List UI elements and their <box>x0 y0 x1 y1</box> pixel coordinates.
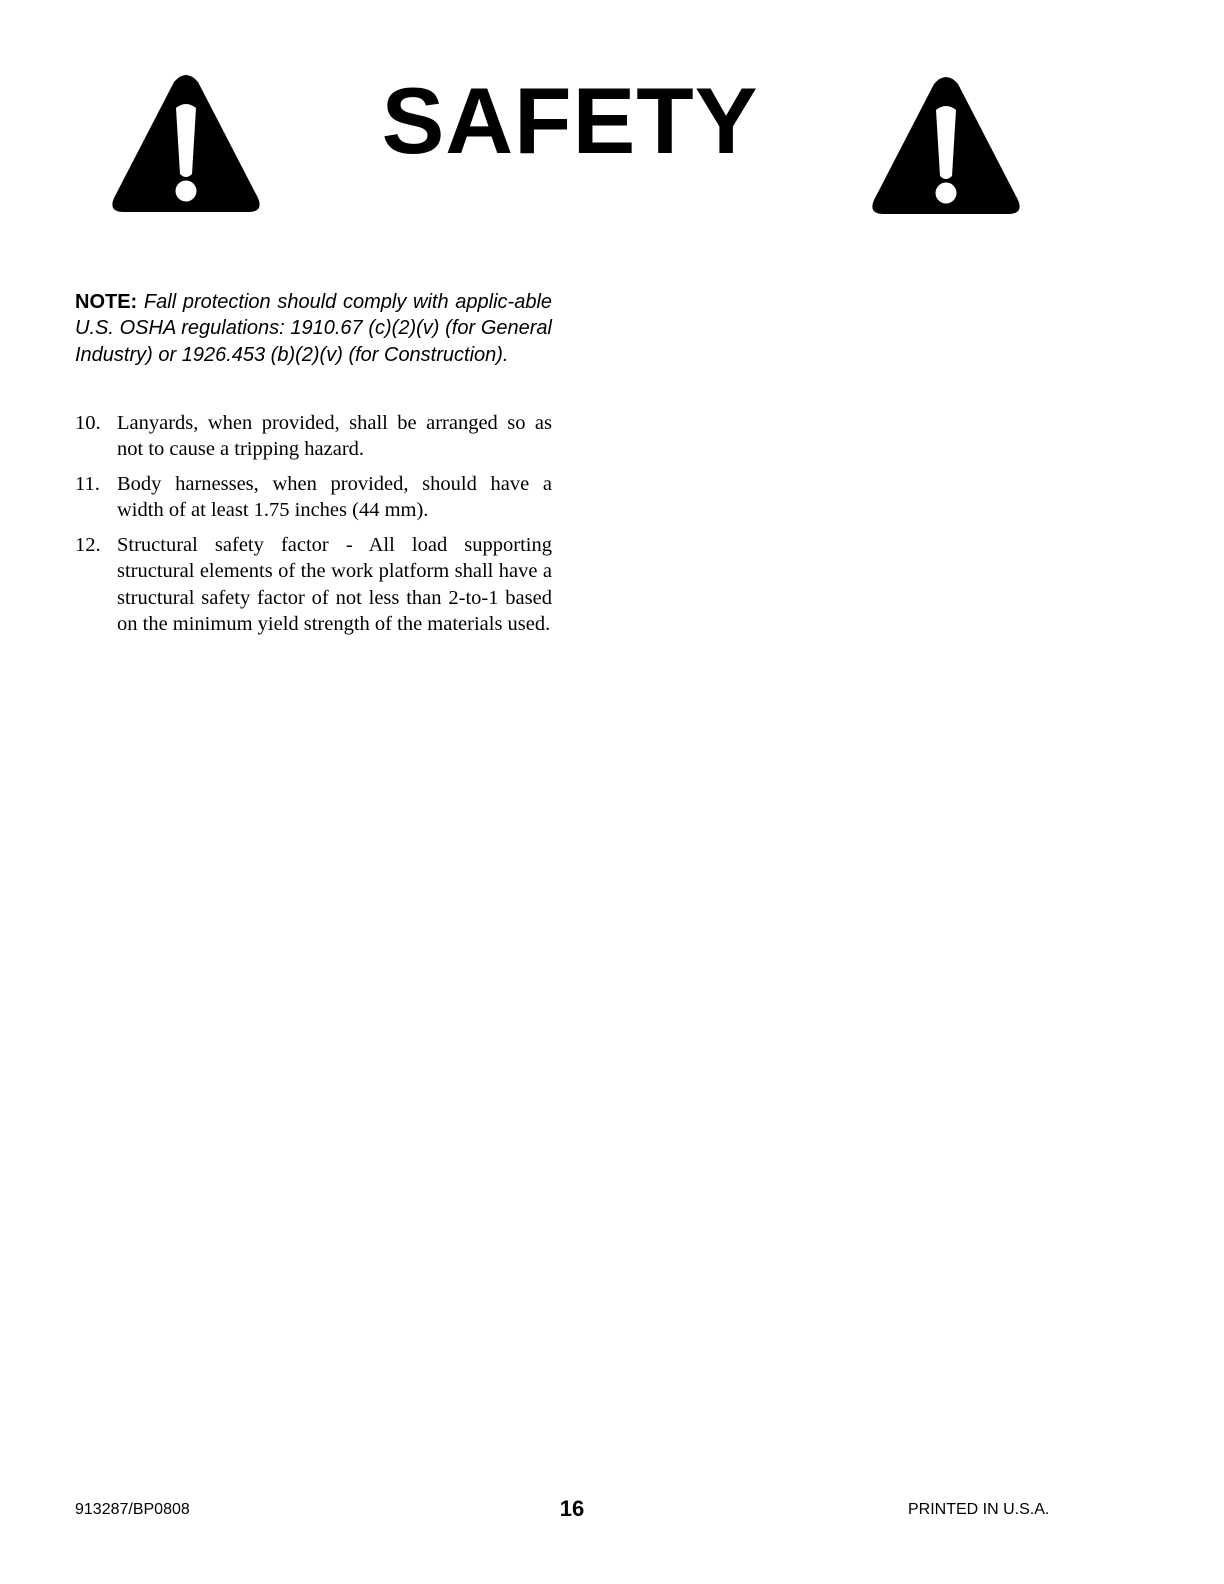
list-item-number: 11. <box>75 473 100 496</box>
note-text: Fall protection should comply with applic-able U.S. OSHA regulations: 1910.67 (c)(2)(v) (for General Industry) or 1926.453 (b)(2)(v) (for Construction). <box>75 291 553 366</box>
note-label: NOTE: <box>75 291 138 313</box>
list-item-text: Body harnesses, when provided, should have a width of at least 1.75 inches (44 mm). <box>117 473 552 522</box>
fall-protection-note <box>75 289 552 368</box>
document-number: 913287/BP0808 <box>75 1501 190 1518</box>
safety-rules-list <box>75 410 552 646</box>
page-number: 16 <box>559 1496 585 1521</box>
printed-in-label: PRINTED IN U.S.A. <box>908 1501 1050 1518</box>
list-item <box>75 532 552 637</box>
list-item-number: 10. <box>75 412 101 434</box>
list-item <box>75 471 552 524</box>
list-item-text: Lanyards, when provided, shall be arranged so as not to cause a tripping hazard. <box>117 412 552 461</box>
list-item-text: Structural safety factor - All load supporting structural elements of the work platform shall have a structural safety factor of not less than 2-to-1 based on the minimum yield strength of the materials used. <box>117 534 552 636</box>
warning-triangle-icon <box>870 76 1022 216</box>
page-title: SAFETY <box>381 68 759 173</box>
list-item-number: 12. <box>75 534 101 557</box>
list-item <box>75 410 552 463</box>
